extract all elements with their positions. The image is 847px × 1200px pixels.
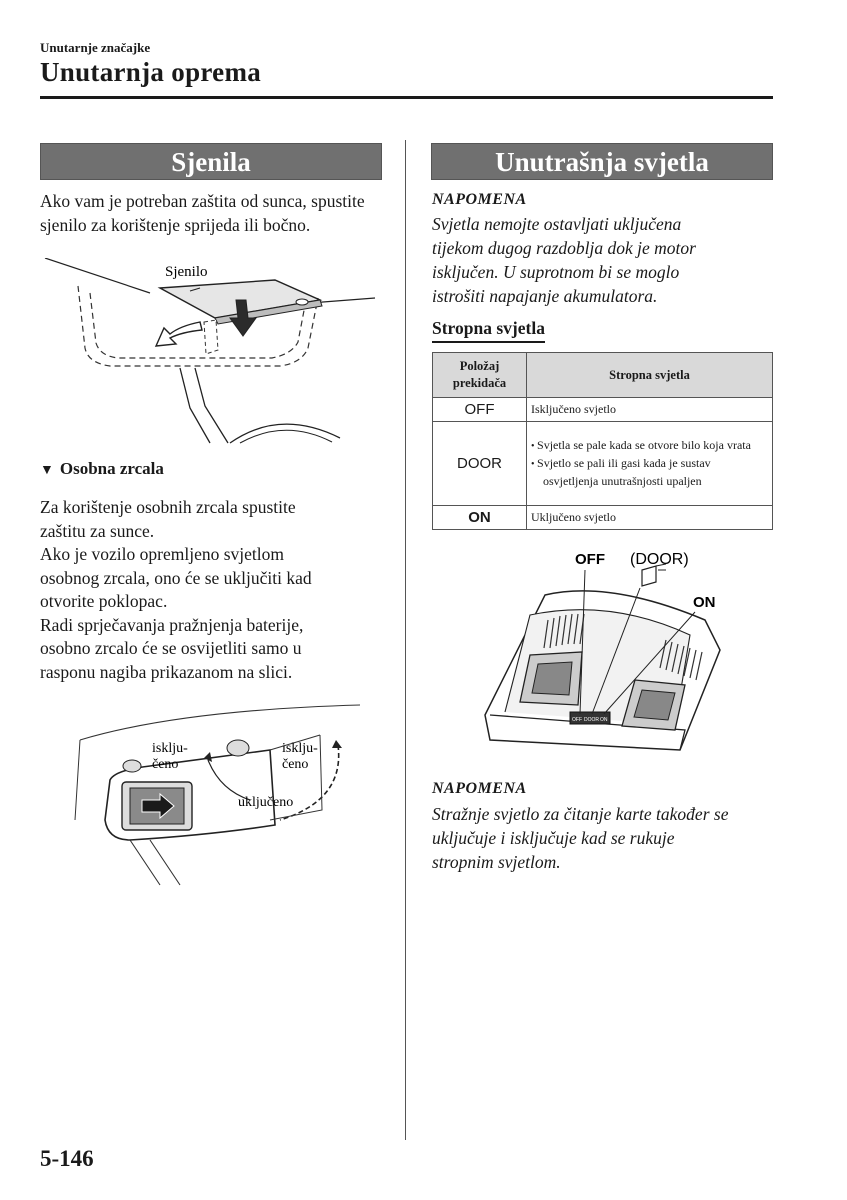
position-cell: DOOR [433, 422, 527, 506]
note-line: tijekom dugog razdoblja dok je motor [432, 238, 696, 258]
table-row [433, 506, 773, 530]
note-heading: NAPOMENA [432, 191, 527, 208]
table-header-description: Stropna svjetla [527, 353, 773, 398]
switch-position-table [432, 352, 773, 530]
on-label: uključeno [238, 795, 294, 810]
table-header-position [433, 353, 527, 398]
off-position-label: OFF [575, 551, 605, 568]
overhead-lights-heading: Stropna svjetla [432, 318, 545, 343]
section-label: Unutarnje značajke [40, 40, 151, 55]
position-cell: ON [433, 506, 527, 530]
note-line: uključuje i isključuje kad se rukuje [432, 828, 675, 848]
vanity-mirror-heading-text: Osobna zrcala [59, 459, 164, 478]
description-cell: Isključeno svjetlo [527, 398, 773, 422]
note-body [432, 212, 772, 308]
triangle-down-icon: ▼ [40, 463, 54, 478]
off-left-label: čeno [152, 757, 179, 772]
body-line: otvorite poklopac. [40, 591, 168, 611]
header-text: Položaj [459, 359, 500, 373]
description-cell [527, 422, 773, 506]
switch-on-text: ON [600, 717, 608, 723]
page-title: Unutarnja oprema [40, 57, 262, 87]
note-line: Stražnje svjetlo za čitanje karte također se [432, 804, 729, 824]
bullet-item: • Svjetlo se pali ili gasi kada je sustav osvjetljenja unutrašnjosti upaljen [531, 455, 768, 490]
banner-interior-lights: Unutrašnja svjetla [431, 143, 773, 180]
note-heading: NAPOMENA [432, 780, 527, 797]
note-body [432, 802, 777, 874]
body-line: zaštitu za sunce. [40, 520, 155, 541]
note-line: istrošiti napajanje akumulatora. [432, 286, 658, 306]
page-number: 5-146 [40, 1146, 94, 1171]
title-rule [40, 96, 773, 99]
body-line: rasponu nagiba prikazanom na slici. [40, 661, 293, 682]
switch-off-text: OFF [572, 717, 582, 723]
bullet-item: • Svjetla se pale kada se otvore bilo koja vrata [531, 437, 768, 455]
sunvisor-illustration [40, 258, 380, 448]
body-line: Za korištenje osobnih zrcala spustite [40, 497, 296, 517]
description-cell: Uključeno svjetlo [527, 506, 773, 530]
body-line: Ako je vozilo opremljeno svjetlom [40, 544, 284, 564]
position-cell: OFF [433, 398, 527, 422]
overhead-light-illustration [470, 540, 740, 765]
header-text: prekidača [452, 376, 507, 390]
vanity-mirror-heading [40, 459, 164, 479]
banner-sjenila: Sjenila [40, 143, 382, 180]
off-right-label: čeno [282, 757, 309, 772]
table-row [433, 422, 773, 506]
note-line: isključen. U suprotnom bi se moglo [432, 262, 680, 282]
sunvisor-intro: Ako vam je potreban zaštita od sunca, spustite sjenilo za korištenje sprijeda ili bočno. [40, 191, 365, 235]
off-left-label: isklju- [152, 741, 188, 756]
column-divider [405, 140, 406, 1140]
note-line: stropnim svjetlom. [432, 852, 561, 872]
vanity-mirror-body [40, 496, 380, 684]
on-position-label: ON [693, 594, 716, 611]
sunvisor-label: Sjenilo [165, 264, 208, 280]
vanity-mirror-illustration [60, 700, 380, 890]
body-line: Radi sprječavanja pražnjenja baterije, [40, 614, 304, 635]
table-header-row [433, 353, 773, 398]
table-row [433, 398, 773, 422]
switch-door-text: DOOR [584, 717, 599, 723]
body-line: osobno zrcalo će se osvijetliti samo u [40, 638, 302, 658]
door-position-label: (DOOR) [630, 551, 689, 568]
body-line: osobnog zrcala, ono će se uključiti kad [40, 567, 312, 588]
off-right-label: isklju- [282, 741, 318, 756]
note-line: Svjetla nemojte ostavljati uključena [432, 214, 682, 234]
